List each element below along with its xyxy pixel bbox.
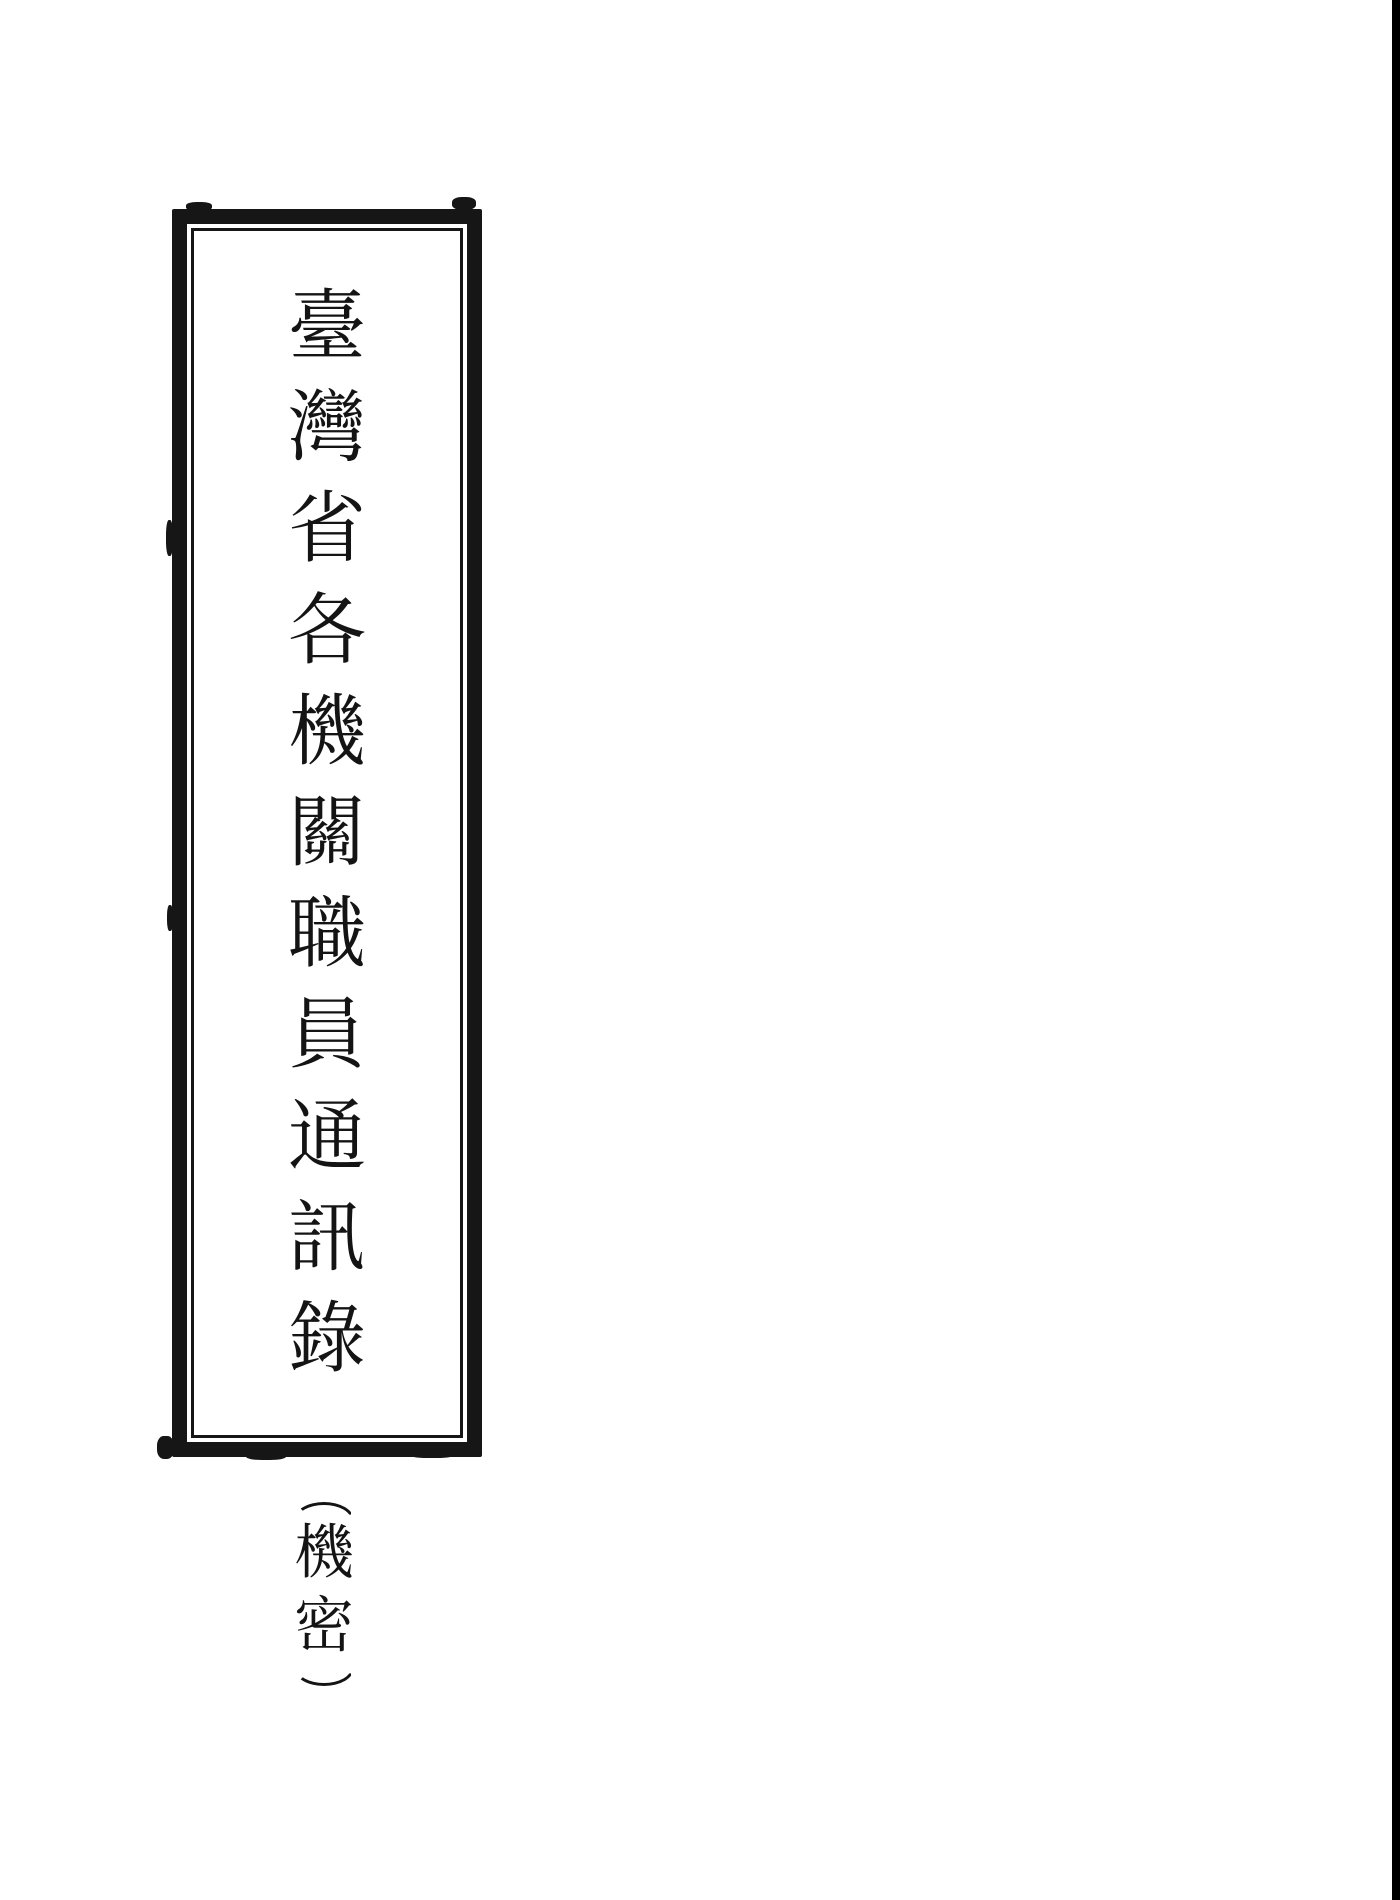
title-char: 省 [287,484,366,575]
title-char: 職 [287,889,366,980]
title-char: 各 [287,585,366,676]
confidential-char: 機 [294,1518,354,1588]
ink-speck [186,202,212,211]
title-char: 機 [287,686,366,777]
ink-speck [452,197,476,210]
ink-speck [246,1452,286,1460]
ink-speck [167,905,173,931]
title-frame-border [172,209,482,1457]
ink-speck [166,520,173,556]
title-char: 錄 [287,1293,366,1384]
book-title [281,282,373,1384]
ink-speck [408,1449,456,1458]
confidential-label [289,1502,359,1686]
title-char: 員 [287,990,366,1081]
vertical-close-paren [294,1668,354,1686]
title-char: 灣 [287,383,366,474]
title-char: 關 [287,787,366,878]
title-frame-inner-rule [191,228,463,1438]
title-char: 訊 [287,1192,366,1283]
ink-speck [157,1436,174,1459]
confidential-char: 密 [294,1591,354,1661]
title-char: 臺 [287,282,366,372]
title-char: 通 [287,1091,366,1182]
scan-edge-bar [1392,0,1400,1900]
